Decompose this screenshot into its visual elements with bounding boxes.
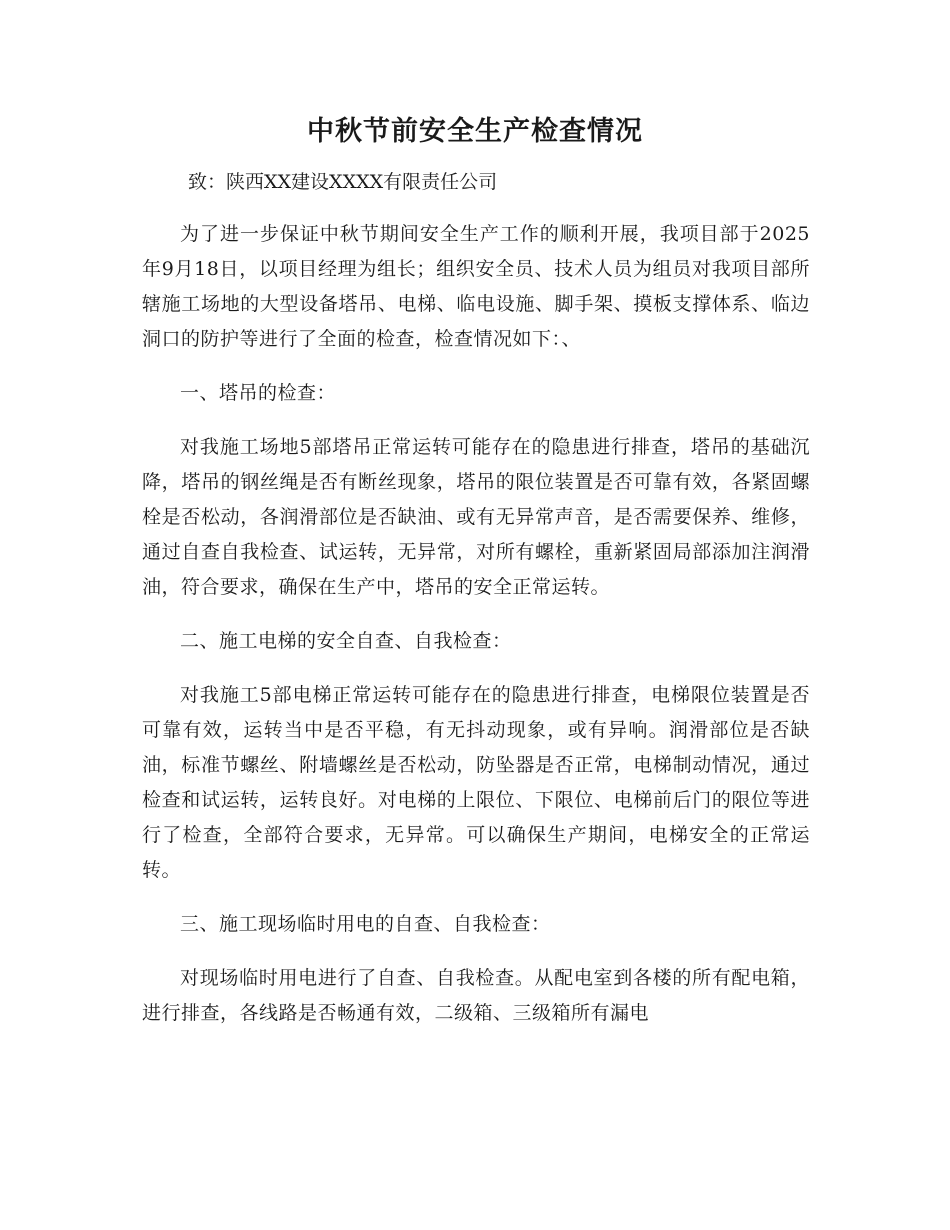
section-heading-tower-crane: 一、塔吊的检查：: [180, 382, 337, 404]
section-body-temporary-power: 对现场临时用电进行了自查、自我检查。从配电室到各楼的所有配电箱，进行排查，各线路是否畅通有效，二级箱、三级箱所有漏电: [142, 967, 810, 1024]
document-body: [142, 217, 810, 1050]
document-title: 中秋节前安全生产检查情况: [307, 116, 643, 147]
section-heading-temporary-power: 三、施工现场临时用电的自查、自我检查：: [180, 913, 551, 935]
intro-paragraph: 为了进一步保证中秋节期间安全生产工作的顺利开展，我项目部于2025年9月18日，以项目经理为组长；组织安全员、技术人员为组员对我项目部所辖施工场地的大型设备塔吊、电梯、临电设施、脚手架、摸板支撑体系、临边洞口的防护等进行了全面的检查，检查情况如下：、: [142, 223, 810, 350]
section-heading-elevator: 二、施工电梯的安全自查、自我检查：: [180, 630, 512, 652]
recipient-line: 致：陕西XX建设XXXX有限责任公司: [188, 171, 498, 193]
section-body-tower-crane: 对我施工场地5部塔吊正常运转可能存在的隐患进行排查，塔吊的基础沉降，塔吊的钢丝绳是否有断丝现象，塔吊的限位装置是否可靠有效，各紧固螺栓是否松动，各润滑部位是否缺油、或有无异常声音，是否需要保养、维修，通过自查自我检查、试运转，无异常，对所有螺栓，重新紧固局部添加注润滑油，符合要求，确保在生产中，塔吊的安全正常运转。: [142, 436, 810, 598]
section-body-elevator: 对我施工5部电梯正常运转可能存在的隐患进行排查，电梯限位装置是否可靠有效，运转当中是否平稳，有无抖动现象，或有异响。润滑部位是否缺油，标准节螺丝、附墙螺丝是否松动，防坠器是否正常，电梯制动情况，通过检查和试运转，运转良好。对电梯的上限位、下限位、电梯前后门的限位等进行了检查，全部符合要求，无异常。可以确保生产期间，电梯安全的正常运转。: [142, 684, 810, 881]
